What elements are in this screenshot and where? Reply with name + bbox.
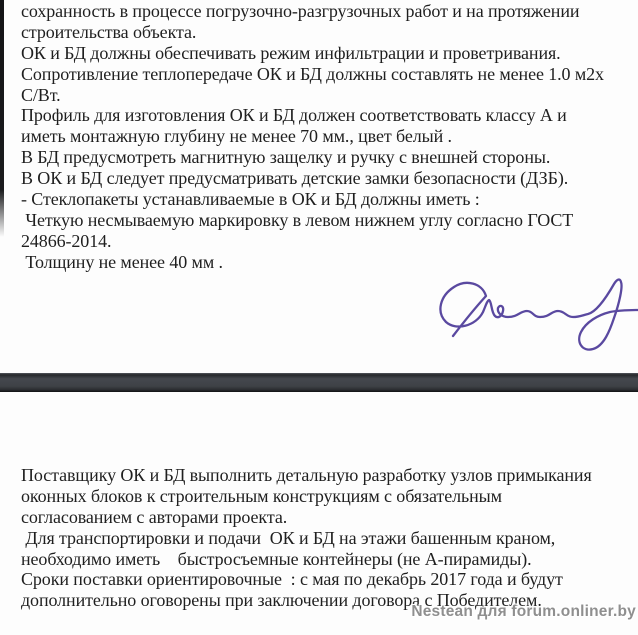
text-line: 24866-2014. <box>21 230 112 251</box>
text-line: В ОК и БД следует предусматривать детские замки безопасности (ДЗБ). <box>21 168 569 189</box>
text-line: дополнительно оговорены при заключении договора с Победителем. <box>21 590 542 611</box>
text-line: Сопротивление теплопередаче ОК и БД должны составлять не менее 1.0 м2х <box>21 63 604 84</box>
page1-paragraphs <box>21 1 636 273</box>
text-line: Толщину не менее 40 мм . <box>21 251 223 272</box>
forum-watermark: Nestean для forum.onliner.by <box>411 603 636 620</box>
text-line: - Стеклопакеты устанавливаемые в ОК и БД должны иметь : <box>21 189 480 210</box>
text-line: В БД предусмотреть магнитную защелку и ручку с внешней стороны. <box>21 147 551 168</box>
text-line: Профиль для изготовления ОК и БД должен соответствовать классу А и <box>21 105 567 126</box>
text-line: оконных блоков к строительным конструкциям с обязательным <box>21 485 502 506</box>
handwritten-signature <box>430 268 638 366</box>
text-line: строительства объекта. <box>21 21 197 42</box>
text-line: С/Вт. <box>21 84 61 105</box>
text-line: Для транспортировки и подачи ОК и БД на этажи башенным краном, <box>21 527 556 548</box>
text-line: сохранность в процессе погрузочно-разгрузочных работ и на протяжении <box>21 1 580 21</box>
text-line: Четкую несмываемую маркировку в левом нижнем углу согласно ГОСТ <box>21 209 574 230</box>
text-line: иметь монтажную глубину не менее 70 мм., цвет белый . <box>21 126 452 147</box>
text-line: Поставщику ОК и БД выполнить детальную разработку узлов примыкания <box>21 465 592 485</box>
page-separator-band <box>0 373 638 392</box>
text-line: согласованием с авторами проекта. <box>21 506 288 527</box>
text-line: ОК и БД должны обеспечивать режим инфильтрации и проветривания. <box>21 42 561 63</box>
text-line: необходимо иметь быстросъемные контейнеры (не А-пирамиды). <box>21 548 532 569</box>
signature-stroke <box>440 280 638 350</box>
text-line: Сроки поставки ориентировочные : с мая по декабрь 2017 года и будут <box>21 569 563 590</box>
page2-paragraphs <box>21 465 636 611</box>
scan-edge-artifact <box>0 0 4 237</box>
